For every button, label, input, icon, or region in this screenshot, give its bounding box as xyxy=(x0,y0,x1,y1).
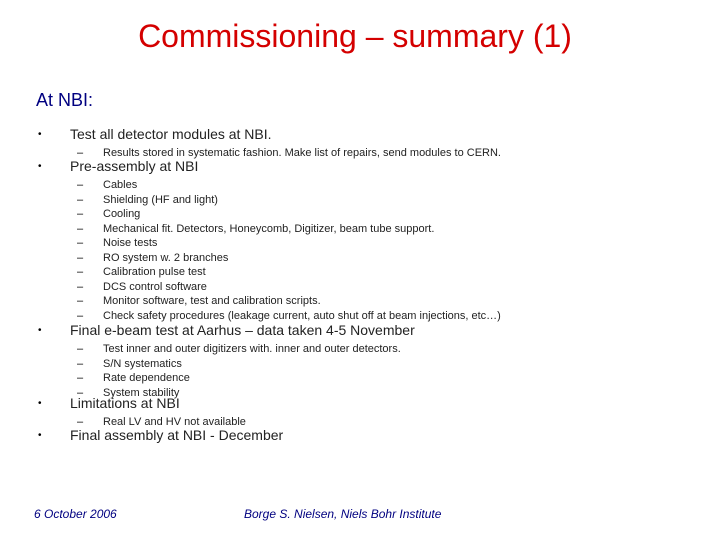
sub-bullet-item: Mechanical fit. Detectors, Honeycomb, Digitizer, beam tube support. xyxy=(103,222,435,235)
section-label: At NBI: xyxy=(36,90,94,110)
dash-glyph: – xyxy=(77,266,84,278)
bullet-item: Limitations at NBI xyxy=(70,395,180,411)
sub-bullet-item: Shielding (HF and light) xyxy=(103,193,218,206)
bullet-glyph: • xyxy=(38,325,42,336)
dash-glyph: – xyxy=(77,343,84,355)
sub-bullet-item: Calibration pulse test xyxy=(103,266,206,278)
dash-glyph: – xyxy=(77,179,84,191)
bullet-item: Final assembly at NBI - December xyxy=(70,427,284,443)
dash-glyph: – xyxy=(77,386,84,399)
dash-glyph: – xyxy=(77,193,84,206)
sub-bullet-item: Rate dependence xyxy=(103,372,190,384)
sub-bullet-item: Results stored in systematic fashion. Make list of repairs, send modules to CERN. xyxy=(103,147,501,159)
sub-bullet-item: Noise tests xyxy=(103,237,158,249)
sub-bullet-item: Test inner and outer digitizers with. inner and outer detectors. xyxy=(103,343,401,355)
dash-glyph: – xyxy=(77,208,84,220)
sub-bullet-item: RO system w. 2 branches xyxy=(103,251,229,264)
dash-glyph: – xyxy=(77,147,84,159)
bullet-item: Pre-assembly at NBI xyxy=(70,158,199,174)
bullet-glyph: • xyxy=(38,129,42,140)
sub-bullet-item: Check safety procedures (leakage current, auto shut off at beam injections, etc…) xyxy=(103,309,501,322)
footer-author: Borge S. Nielsen, Niels Bohr Institute xyxy=(244,507,442,521)
sub-bullet-item: System stability xyxy=(103,386,180,399)
dash-glyph: – xyxy=(77,237,84,249)
sub-bullet-item: Cables xyxy=(103,179,138,191)
sub-bullet-item: Real LV and HV not available xyxy=(103,416,246,428)
dash-glyph: – xyxy=(77,295,84,307)
dash-glyph: – xyxy=(77,372,84,384)
dash-glyph: – xyxy=(77,309,84,322)
dash-glyph: – xyxy=(77,280,84,293)
dash-glyph: – xyxy=(77,416,84,428)
sub-bullet-item: S/N systematics xyxy=(103,357,182,370)
sub-bullet-item: DCS control software xyxy=(103,280,207,293)
sub-bullet-item: Cooling xyxy=(103,208,141,220)
dash-glyph: – xyxy=(77,251,84,264)
bullet-glyph: • xyxy=(38,398,42,409)
sub-bullet-item: Monitor software, test and calibration scripts. xyxy=(103,295,321,307)
slide-title: Commissioning – summary (1) xyxy=(138,18,572,54)
bullet-item: Test all detector modules at NBI. xyxy=(70,126,272,142)
bullet-item: Final e-beam test at Aarhus – data taken 4-5 November xyxy=(70,322,415,338)
bullet-glyph: • xyxy=(38,161,42,172)
footer-date: 6 October 2006 xyxy=(34,507,117,521)
dash-glyph: – xyxy=(77,357,84,370)
dash-glyph: – xyxy=(77,222,84,235)
bullet-glyph: • xyxy=(38,430,42,441)
